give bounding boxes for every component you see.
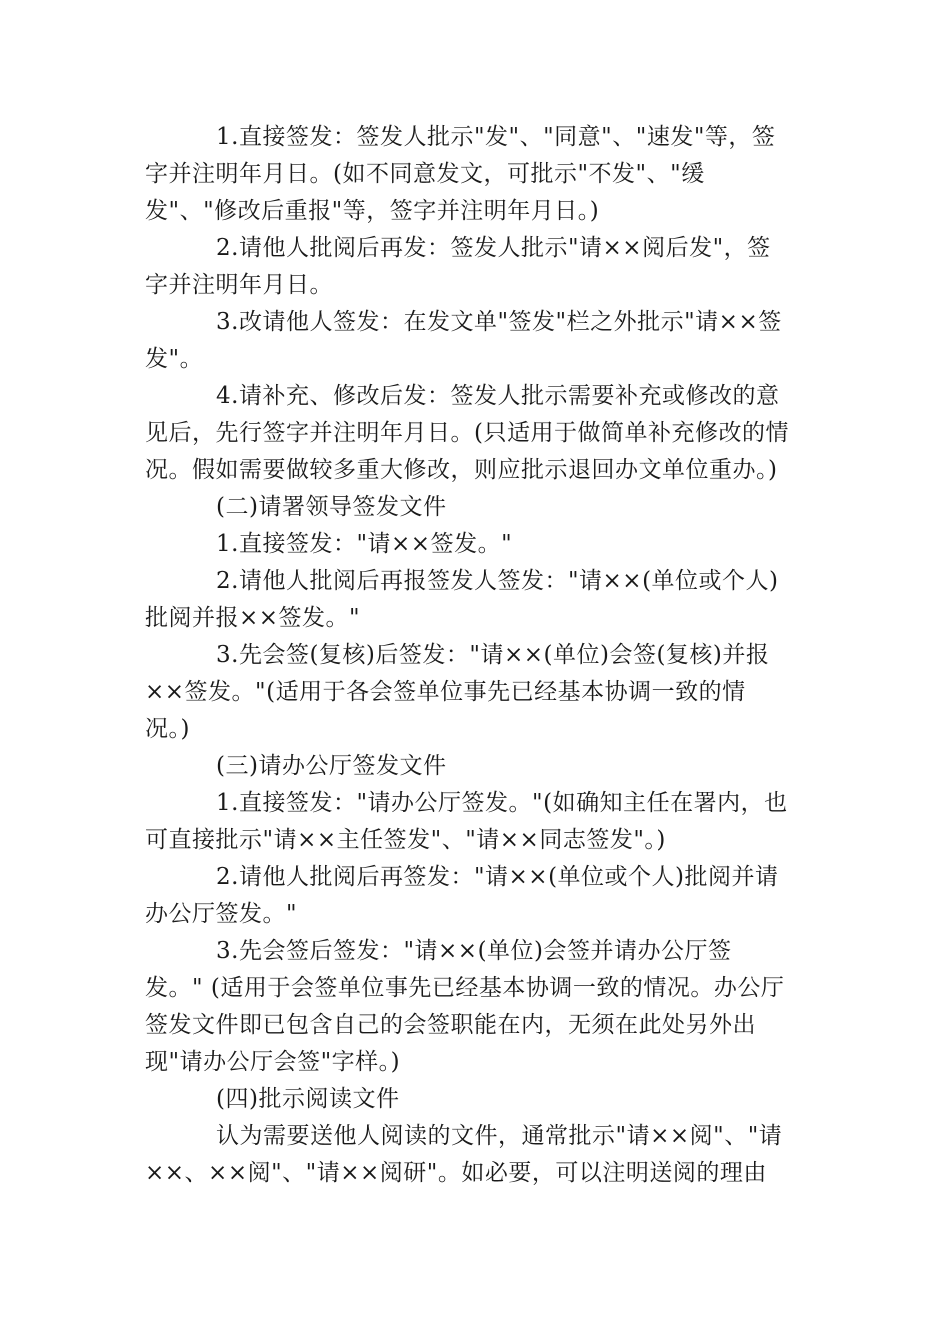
text-line: 3.改请他人签发：在发文单"签发"栏之外批示"请××签	[216, 309, 782, 335]
text-line: 见后，先行签字并注明年月日。(只适用于做简单补充修改的情	[145, 420, 789, 446]
text-line: 批阅并报××签发。"	[145, 605, 361, 631]
text-line: 签发文件即已包含自己的会签职能在内，无须在此处另外出	[145, 1012, 756, 1038]
text-line: 况。)	[145, 716, 190, 742]
text-line: 1.直接签发：签发人批示"发"、"同意"、"速发"等，签	[216, 124, 776, 150]
text-line: 1.直接签发："请××签发。"	[216, 531, 513, 557]
text-line: 发"、"修改后重报"等，签字并注明年月日。)	[145, 198, 600, 224]
text-line: ××签发。"(适用于各会签单位事先已经基本协调一致的情	[145, 679, 746, 705]
text-line: ××、××阅"、"请××阅研"。如必要，可以注明送阅的理由	[145, 1160, 767, 1186]
text-line: 字并注明年月日。	[145, 272, 333, 298]
section-heading: (二)请署领导签发文件	[216, 494, 447, 520]
text-line: 发。" (适用于会签单位事先已经基本协调一致的情况。办公厅	[145, 975, 785, 1001]
text-line: 可直接批示"请××主任签发"、"请××同志签发"。)	[145, 827, 666, 853]
text-line: 字并注明年月日。(如不同意发文，可批示"不发"、"缓	[145, 161, 705, 187]
text-line: 2.请他人批阅后再签发："请××(单位或个人)批阅并请	[216, 864, 779, 890]
section-heading: (三)请办公厅签发文件	[216, 753, 447, 779]
text-line: 发"。	[145, 346, 204, 372]
text-line: 认为需要送他人阅读的文件，通常批示"请××阅"、"请	[216, 1123, 783, 1149]
section-heading: (四)批示阅读文件	[216, 1086, 400, 1112]
text-line: 1.直接签发："请办公厅签发。"(如确知主任在署内，也	[216, 790, 788, 816]
text-line: 3.先会签(复核)后签发："请××(单位)会签(复核)并报	[216, 642, 770, 668]
text-line: 2.请他人批阅后再发：签发人批示"请××阅后发"，签	[216, 235, 771, 261]
text-line: 办公厅签发。"	[145, 901, 298, 927]
text-line: 2.请他人批阅后再报签发人签发："请××(单位或个人)	[216, 568, 779, 594]
text-line: 现"请办公厅会签"字样。)	[145, 1049, 401, 1075]
text-line: 3.先会签后签发："请××(单位)会签并请办公厅签	[216, 938, 732, 964]
text-line: 4.请补充、修改后发：签发人批示需要补充或修改的意	[216, 383, 780, 409]
text-line: 况。假如需要做较多重大修改，则应批示退回办文单位重办。)	[145, 457, 778, 483]
